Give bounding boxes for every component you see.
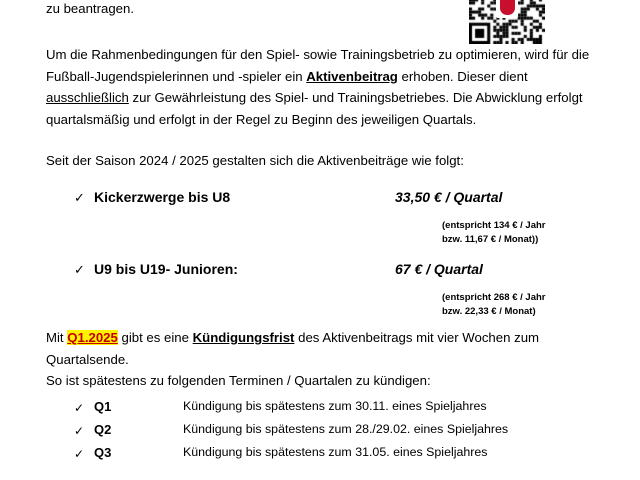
- fee-row: [46, 261, 606, 327]
- quarter-deadline-text: Kündigung bis spätestens zum 31.05. eines Spieljahres: [183, 445, 488, 460]
- quarter-deadline-text: Kündigung bis spätestens zum 28./29.02. eines Spieljahres: [183, 422, 509, 437]
- fee-label: Kickerzwerge bis U8: [94, 189, 231, 206]
- fee-note-line-2: bzw. 22,33 € / Monat): [442, 305, 536, 317]
- checkmark-icon: ✓: [74, 424, 85, 439]
- document-body: [46, 0, 606, 468]
- quarter-highlight: Q1.2025: [67, 330, 118, 346]
- quarter-label: Q3: [94, 445, 112, 461]
- checkmark-icon: ✓: [74, 262, 85, 278]
- quarter-label: Q1: [94, 399, 112, 415]
- season-line: Seit der Saison 2024 / 2025 gestalten sich die Aktivenbeiträge wie folgt:: [46, 152, 464, 168]
- intro-continuation: zu beantragen.: [46, 1, 134, 16]
- term-ausschliesslich: ausschließlich: [46, 90, 129, 106]
- fee-label: U9 bis U19- Junioren:: [94, 261, 238, 278]
- fee-note: [442, 219, 545, 246]
- quarter-deadline-list: [46, 399, 606, 468]
- club-crest-icon: [496, 0, 518, 18]
- terms-intro: So ist spätestens zu folgenden Terminen / Quartalen zu kündigen:: [46, 373, 431, 388]
- fee-note: [442, 291, 545, 318]
- fee-amount: 33,50 € / Quartal: [395, 189, 503, 206]
- fee-amount: 67 € / Quartal: [395, 261, 483, 278]
- checkmark-icon: ✓: [74, 401, 85, 416]
- notice-prefix: Mit: [46, 330, 68, 346]
- quarter-deadline-text: Kündigung bis spätestens zum 30.11. eines Spieljahres: [183, 399, 487, 414]
- fee-note-line-1: (entspricht 268 € / Jahr: [442, 292, 546, 304]
- checkmark-icon: ✓: [74, 190, 85, 206]
- quarter-label: Q2: [94, 422, 112, 438]
- notice-middle: gibt es eine: [117, 330, 193, 346]
- term-aktivenbeitrag: Aktivenbeitrag: [306, 68, 398, 84]
- list-item: [46, 399, 606, 422]
- qr-code-block: [469, 0, 545, 44]
- paragraph-text-2: erhoben. Dieser dient: [397, 68, 528, 84]
- fee-note-line-2: bzw. 11,67 € / Monat)): [442, 233, 539, 245]
- paragraph-text-1: Um die Rahmenbedingungen für den Spiel- sowie Trainingsbetrieb zu optimieren, wird für die Fußball-Jugendspielerinnen und -spieler ein: [46, 47, 590, 84]
- cancellation-notice: [46, 327, 606, 370]
- paragraph-text-3: zur Gewährleistung des Spiel- und Trainingsbetriebes. Die Abwicklung erfolgt quartalsmäßig und erfolgt in der Regel zu Beginn des jeweiligen Quartals.: [46, 90, 583, 127]
- list-item: [46, 422, 606, 445]
- checkmark-icon: ✓: [74, 447, 85, 462]
- shield-shape: [500, 0, 515, 15]
- fee-row: [46, 189, 606, 261]
- fee-list: [46, 189, 606, 327]
- notice-suffix: des Aktivenbeitrags mit vier Wochen zum Quartalsende.: [46, 330, 540, 367]
- list-item: [46, 445, 606, 468]
- qr-code-icon: [469, 0, 545, 44]
- term-kuendigungsfrist: Kündigungsfrist: [192, 330, 295, 346]
- paragraph-activity-fee: [46, 44, 606, 130]
- fee-note-line-1: (entspricht 134 € / Jahr: [442, 220, 546, 232]
